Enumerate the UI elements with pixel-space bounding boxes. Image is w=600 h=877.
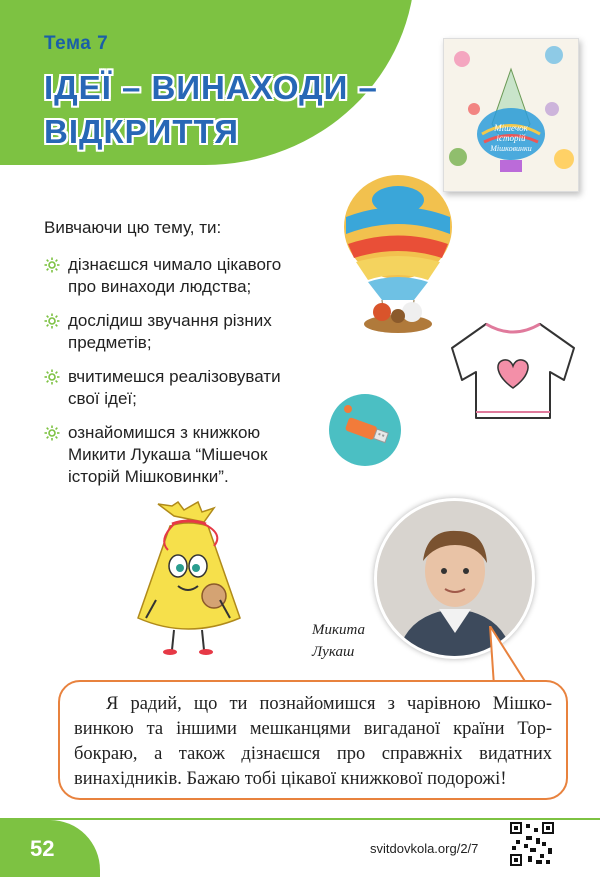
- sun-bullet-icon: [44, 425, 60, 441]
- list-item: дослідиш звучання різних предметів;: [44, 310, 334, 354]
- list-item: ознайомишся з книжкою Микити Лукаша “Мішечок історій Мішковинки”.: [44, 422, 334, 488]
- page-title: [44, 66, 414, 154]
- sun-bullet-icon: [44, 313, 60, 329]
- title-line-1: ІДЕЇ – ВИНАХОДИ –: [44, 69, 378, 106]
- topic-label: Тема 7: [44, 33, 109, 54]
- book-cover: [443, 38, 579, 192]
- book-title-2: історій: [496, 133, 526, 143]
- book-title-3: Мішковинки: [490, 144, 532, 153]
- sun-bullet-icon: [44, 369, 60, 385]
- book-title-1: Мішечок: [494, 123, 528, 133]
- footer-divider: [0, 818, 600, 820]
- book-cover-art: [444, 39, 578, 191]
- author-name: Микита Лукаш: [312, 622, 366, 660]
- list-item: дізнаєшся чимало цікавого про винаходи людства;: [44, 254, 334, 298]
- intro-text: Вивчаючи цю тему, ти:: [44, 218, 222, 237]
- usb-icon: [328, 393, 402, 467]
- author-quote-bubble: [58, 680, 568, 800]
- bag-character-illustration: [128, 500, 248, 656]
- website-link[interactable]: svitdovkola.org/2/7: [370, 841, 479, 856]
- sun-bullet-icon: [44, 257, 60, 273]
- page-number: 52: [30, 836, 55, 861]
- qr-code[interactable]: [510, 822, 554, 866]
- balloon-illustration: [338, 172, 458, 342]
- sweater-illustration: [446, 318, 581, 426]
- title-line-2: ВІДКРИТТЯ: [44, 113, 239, 150]
- learning-goals-list: [44, 254, 334, 500]
- speech-bubble-tail: [488, 626, 548, 686]
- author-quote-text: Я радий, що ти познайомишся з чарівною Мішко- винкою та іншими мешканцями вигаданої країни Тор- бокраю, а також дізнаєшся про справжніх видатних винахідників. Бажаю тобі цікавої книжкової подорожі!: [74, 694, 552, 789]
- list-item: вчитимешся реалізовувати свої ідеї;: [44, 366, 334, 410]
